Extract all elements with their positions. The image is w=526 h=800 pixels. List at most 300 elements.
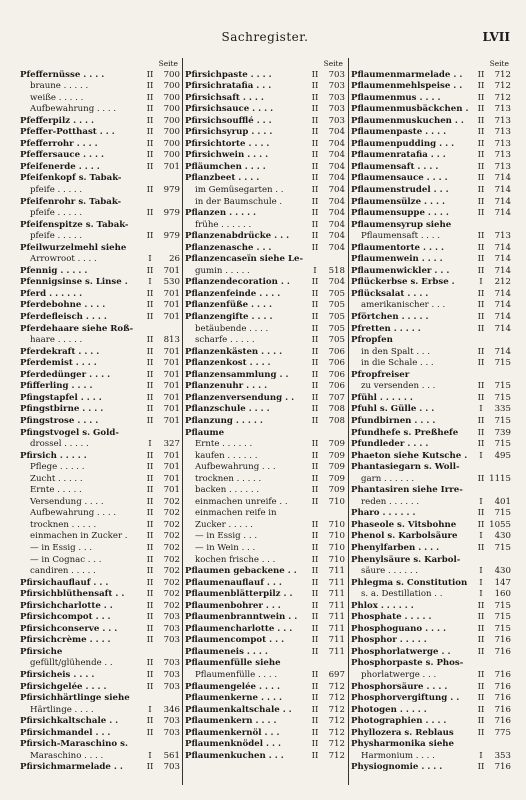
index-entry xyxy=(185,485,345,497)
index-entry xyxy=(20,289,180,301)
entry-term: Pflanzen . . . . . xyxy=(185,208,257,219)
entry-volume xyxy=(144,739,156,751)
entry-page: 714 xyxy=(494,300,511,311)
index-entry xyxy=(351,116,511,128)
index-entry xyxy=(185,254,345,266)
entry-volume: II xyxy=(477,231,485,242)
entry-page: 705 xyxy=(328,312,345,323)
entry-page: 495 xyxy=(494,450,511,461)
entry-term: Pflaumenfülle . . . . xyxy=(195,669,278,680)
entry-page: 714 xyxy=(494,196,511,207)
entry-volume: II xyxy=(146,658,154,669)
entry-page: 712 xyxy=(494,92,511,103)
entry-term: s. a. Destillation . . xyxy=(361,589,443,600)
index-entry xyxy=(20,93,180,105)
entry-page: 700 xyxy=(163,69,180,80)
entry-term: Pflanzenkästen . . . . xyxy=(185,346,283,357)
entry-volume: II xyxy=(311,681,319,692)
index-entry xyxy=(185,751,345,763)
entry-volume: II xyxy=(477,704,485,715)
entry-term: Pfühl . . . . . . xyxy=(351,392,413,403)
entry-volume: II xyxy=(477,623,485,634)
entry-page: 704 xyxy=(328,161,345,172)
entry-volume xyxy=(144,693,156,705)
entry-volume: II xyxy=(477,681,485,692)
entry-volume: II xyxy=(311,115,319,126)
index-entry xyxy=(185,381,345,393)
entry-volume: II xyxy=(146,369,154,380)
entry-term: Arrowroot . . . . xyxy=(30,254,97,265)
index-entry xyxy=(20,543,180,555)
entry-volume: II xyxy=(477,600,485,611)
entry-volume: II xyxy=(477,92,485,103)
entry-page: 712 xyxy=(328,681,345,692)
entry-term: Pfeffersauce . . . . xyxy=(20,150,104,161)
entry-volume: II xyxy=(311,312,319,323)
index-entry xyxy=(20,474,180,486)
entry-page: 714 xyxy=(494,242,511,253)
index-entry xyxy=(20,728,180,740)
entry-term: in die Schale . . . xyxy=(361,358,434,369)
entry-volume: I xyxy=(479,404,483,415)
entry-volume: II xyxy=(477,161,485,172)
index-entry xyxy=(185,520,345,532)
index-entry xyxy=(185,197,345,209)
entry-page: 709 xyxy=(328,485,345,496)
entry-page: 1055 xyxy=(489,519,511,530)
entry-term: Pflaumenauflauf . . . xyxy=(185,577,282,588)
entry-term: Pferdemist . . . . xyxy=(20,358,97,369)
entry-page: 703 xyxy=(328,92,345,103)
entry-volume: II xyxy=(146,161,154,172)
entry-volume: II xyxy=(477,312,485,323)
entry-volume: II xyxy=(146,335,154,346)
index-column-1 xyxy=(20,58,180,774)
index-entry xyxy=(351,393,511,405)
entry-volume: II xyxy=(146,577,154,588)
entry-page: 704 xyxy=(328,138,345,149)
index-entry xyxy=(185,243,345,255)
entry-volume: II xyxy=(311,161,319,172)
index-entry xyxy=(185,220,345,232)
entry-page: 713 xyxy=(494,115,511,126)
entry-term: Pflaumenblätterpilz . . xyxy=(185,589,293,600)
entry-volume: II xyxy=(477,508,485,519)
entry-volume: II xyxy=(146,288,154,299)
entry-volume: II xyxy=(311,589,319,600)
entry-page: 704 xyxy=(328,196,345,207)
entry-page: 712 xyxy=(328,693,345,704)
entry-term: Pfennigsinse s. Linse . xyxy=(20,277,128,288)
entry-page: 714 xyxy=(494,323,511,334)
entry-term: einmachen reife in xyxy=(195,508,277,519)
index-entry xyxy=(20,601,180,613)
entry-term: — in Cognac . . . xyxy=(30,554,102,565)
index-entry xyxy=(185,508,345,520)
entry-page: 703 xyxy=(328,69,345,80)
entry-volume xyxy=(309,658,321,670)
entry-page: 701 xyxy=(163,392,180,403)
index-entry xyxy=(20,531,180,543)
entry-term: Phantasiegarn s. Woll- xyxy=(351,462,460,473)
entry-term: Pfirsichsauce . . . . xyxy=(185,104,274,115)
entry-term: Pflanzenkost . . . . xyxy=(185,358,271,369)
entry-page xyxy=(156,197,180,209)
index-entry xyxy=(20,231,180,243)
entry-term: Pflaumenpudding . . . xyxy=(351,138,455,149)
entry-page: 26 xyxy=(169,254,180,265)
index-entry xyxy=(351,705,511,717)
entry-term: Pfropfreiser xyxy=(351,369,410,380)
index-entry xyxy=(351,266,511,278)
entry-volume: I xyxy=(479,277,483,288)
entry-term: Pflücksalat . . . . xyxy=(351,288,429,299)
entry-page: 702 xyxy=(163,554,180,565)
entry-term: Phosphorsäure . . . . xyxy=(351,681,448,692)
index-entry xyxy=(351,531,511,543)
index-entry xyxy=(351,462,511,474)
entry-page: 739 xyxy=(494,427,511,438)
entry-page: 714 xyxy=(494,254,511,265)
entry-term: Pfirsichpaste . . . . xyxy=(185,69,272,80)
index-entry xyxy=(351,243,511,255)
index-entry xyxy=(351,728,511,740)
entry-term: Phenylsäure s. Karbol- xyxy=(351,554,461,565)
index-entry xyxy=(351,127,511,139)
entry-volume: II xyxy=(477,208,485,219)
entry-volume: II xyxy=(146,185,154,196)
index-entry xyxy=(351,93,511,105)
entry-volume xyxy=(144,220,156,232)
index-entry xyxy=(20,300,180,312)
entry-volume: II xyxy=(146,381,154,392)
entry-term: Pfirsichwein . . . . xyxy=(185,150,269,161)
entry-volume: II xyxy=(146,138,154,149)
entry-volume: II xyxy=(311,173,319,184)
entry-page: 979 xyxy=(163,208,180,219)
entry-volume: II xyxy=(477,693,485,704)
entry-term: in der Baumschule . xyxy=(195,196,283,207)
entry-term: Pflaumenknödel . . . xyxy=(185,739,281,750)
index-entry xyxy=(351,358,511,370)
entry-volume xyxy=(144,243,156,255)
entry-term: Pfirsichtorte . . . . xyxy=(185,138,270,149)
index-entry xyxy=(185,127,345,139)
entry-volume: II xyxy=(146,115,154,126)
index-entry xyxy=(20,428,180,440)
entry-volume: II xyxy=(146,231,154,242)
index-entry xyxy=(185,104,345,116)
entry-term: pfeife . . . . . xyxy=(30,185,83,196)
index-entry xyxy=(351,335,511,347)
entry-term: — in Essig . . . xyxy=(30,542,93,553)
entry-volume: I xyxy=(148,254,152,265)
entry-volume: II xyxy=(477,323,485,334)
entry-page: 530 xyxy=(163,277,180,288)
entry-term: Physiognomie . . . . xyxy=(351,762,443,773)
index-entry xyxy=(20,555,180,567)
entry-page: 709 xyxy=(328,462,345,473)
entry-term: Pflanzenversendung . . xyxy=(185,392,295,403)
entry-page: 716 xyxy=(494,635,511,646)
index-entry xyxy=(20,312,180,324)
entry-term: Pfingstbirne . . . . xyxy=(20,404,104,415)
index-entry xyxy=(351,682,511,694)
entry-page: 712 xyxy=(494,69,511,80)
entry-volume xyxy=(475,555,487,567)
entry-term: Pfennig . . . . . xyxy=(20,265,88,276)
entry-volume: II xyxy=(311,69,319,80)
index-entry xyxy=(20,739,180,751)
entry-page: 701 xyxy=(163,404,180,415)
entry-page xyxy=(487,555,511,567)
entry-page: 715 xyxy=(494,508,511,519)
entry-term: Phlox . . . . . . xyxy=(351,600,414,611)
index-entry xyxy=(185,658,345,670)
entry-volume: II xyxy=(311,300,319,311)
entry-page: 712 xyxy=(494,81,511,92)
index-entry xyxy=(351,751,511,763)
index-entry xyxy=(185,289,345,301)
entry-page: 704 xyxy=(328,219,345,230)
entry-page xyxy=(487,485,511,497)
entry-volume: II xyxy=(311,104,319,115)
entry-term: Phantasiren siehe Irre- xyxy=(351,485,463,496)
entry-page: 711 xyxy=(328,600,345,611)
index-entry xyxy=(185,70,345,82)
entry-page xyxy=(156,693,180,705)
index-entry xyxy=(351,220,511,232)
entry-volume: II xyxy=(477,288,485,299)
entry-term: Pflanzenfüße . . . . xyxy=(185,300,272,311)
entry-page: 713 xyxy=(494,161,511,172)
entry-page: 697 xyxy=(328,669,345,680)
entry-term: pfeife . . . . . xyxy=(30,231,83,242)
entry-term: Pflaumenmusbäckchen . xyxy=(351,104,469,115)
entry-term: Pflaumen gebackene . . xyxy=(185,566,297,577)
entry-page: 710 xyxy=(328,519,345,530)
entry-page: 701 xyxy=(163,450,180,461)
entry-term: Pflanzung . . . . . xyxy=(185,415,263,426)
entry-term: Pflaumensülze . . . . xyxy=(351,196,445,207)
entry-volume: II xyxy=(311,185,319,196)
entry-volume: II xyxy=(477,669,485,680)
entry-volume: II xyxy=(311,415,319,426)
entry-volume: II xyxy=(311,242,319,253)
entry-volume: II xyxy=(146,69,154,80)
entry-volume: II xyxy=(146,542,154,553)
entry-term: säure . . . . . . xyxy=(361,566,419,577)
entry-page: 714 xyxy=(494,185,511,196)
index-entry xyxy=(20,416,180,428)
entry-term: Pflaumenkernöl . . . xyxy=(185,727,280,738)
seite-label: Seite xyxy=(489,59,509,68)
index-entry xyxy=(20,751,180,763)
entry-page: 714 xyxy=(494,346,511,357)
entry-page: 715 xyxy=(494,392,511,403)
entry-term: Pfirsich . . . . . xyxy=(20,450,87,461)
index-entry xyxy=(20,185,180,197)
index-entry xyxy=(351,81,511,93)
entry-page: 716 xyxy=(494,716,511,727)
entry-volume: II xyxy=(311,127,319,138)
entry-volume: II xyxy=(146,485,154,496)
index-entry xyxy=(20,358,180,370)
entry-term: Pflaumensauce . . . . xyxy=(351,173,448,184)
entry-page xyxy=(321,658,345,670)
entry-volume: I xyxy=(479,496,483,507)
index-entry xyxy=(351,289,511,301)
entry-term: kochen frische . . . xyxy=(195,554,276,565)
entry-page: 702 xyxy=(163,589,180,600)
entry-page: 701 xyxy=(163,312,180,323)
entry-term: reden . . . . . . xyxy=(361,496,420,507)
entry-page: 715 xyxy=(494,612,511,623)
index-entry xyxy=(20,635,180,647)
column-divider xyxy=(348,58,349,785)
entry-term: Pferdedünger . . . . xyxy=(20,369,111,380)
entry-volume: II xyxy=(311,554,319,565)
entry-term: Pfirsicheis . . . . xyxy=(20,669,95,680)
index-entry xyxy=(351,566,511,578)
entry-page: 702 xyxy=(163,577,180,588)
entry-term: Versendung . . . . xyxy=(30,496,104,507)
entry-term: Pferd . . . . . . xyxy=(20,288,83,299)
index-column-3 xyxy=(351,58,511,774)
entry-term: Phosphorpaste s. Phos- xyxy=(351,658,464,669)
index-entry xyxy=(351,693,511,705)
entry-term: Pflaumenmarmelade . . xyxy=(351,69,463,80)
entry-term: Pflaumenkaltschale . . xyxy=(185,704,292,715)
entry-term: Ernte . . . . . xyxy=(30,485,82,496)
index-entry xyxy=(185,670,345,682)
entry-volume: II xyxy=(477,185,485,196)
entry-page xyxy=(321,508,345,520)
index-entry xyxy=(185,578,345,590)
index-entry xyxy=(351,197,511,209)
index-entry xyxy=(185,601,345,613)
entry-page xyxy=(487,370,511,382)
entry-volume xyxy=(475,220,487,232)
entry-term: Pfirsichcrème . . . . xyxy=(20,635,111,646)
entry-volume: II xyxy=(311,450,319,461)
entry-page: 704 xyxy=(328,150,345,161)
entry-term: Phosphorlatwerge . . xyxy=(351,646,451,657)
entry-term: Pfeffernüsse . . . . xyxy=(20,69,105,80)
entry-page: 716 xyxy=(494,669,511,680)
entry-volume: I xyxy=(479,750,483,761)
entry-page: 401 xyxy=(494,496,511,507)
entry-volume xyxy=(475,485,487,497)
entry-volume: II xyxy=(477,646,485,657)
entry-page: 709 xyxy=(328,450,345,461)
entry-volume: II xyxy=(311,150,319,161)
index-entry xyxy=(351,612,511,624)
entry-volume: II xyxy=(311,566,319,577)
index-entry xyxy=(185,208,345,220)
entry-volume: II xyxy=(311,669,319,680)
entry-volume: II xyxy=(311,693,319,704)
entry-volume: II xyxy=(311,635,319,646)
entry-volume: II xyxy=(311,92,319,103)
index-entry xyxy=(20,381,180,393)
entry-term: Pflaumenbohrer . . . xyxy=(185,600,281,611)
entry-volume: II xyxy=(477,81,485,92)
entry-page: 701 xyxy=(163,415,180,426)
index-entry xyxy=(351,670,511,682)
index-entry xyxy=(185,416,345,428)
index-entry xyxy=(351,658,511,670)
entry-page: 713 xyxy=(494,231,511,242)
entry-term: Pfirsichconserve . . . xyxy=(20,623,118,634)
seite-label: Seite xyxy=(323,59,343,68)
entry-page: 430 xyxy=(494,566,511,577)
index-entry xyxy=(185,404,345,416)
entry-term: Pfingstvogel s. Gold- xyxy=(20,427,119,438)
entry-volume: II xyxy=(146,496,154,507)
entry-term: amerikanischer . . . xyxy=(361,300,446,311)
entry-term: Pfirsichblüthensaft . . xyxy=(20,589,125,600)
index-entry xyxy=(20,520,180,532)
entry-term: Pfirsichgelée . . . . xyxy=(20,681,107,692)
entry-term: Pflaumenwein . . . . xyxy=(351,254,443,265)
entry-page: 714 xyxy=(494,288,511,299)
entry-term: Phaeton siehe Kutsche . xyxy=(351,450,468,461)
index-entry xyxy=(351,474,511,486)
entry-term: Pflaumenmehlspeise . . xyxy=(351,81,463,92)
entry-volume: II xyxy=(477,358,485,369)
entry-term: Pfeifenrohr s. Tabak- xyxy=(20,196,122,207)
entry-term: Phyllozera s. Reblaus xyxy=(351,727,454,738)
entry-term: Aufbewahrung . . . . xyxy=(30,104,117,115)
entry-volume: II xyxy=(146,300,154,311)
entry-page: 700 xyxy=(163,92,180,103)
entry-term: backen . . . . . . xyxy=(195,485,260,496)
entry-term: weiße . . . . . xyxy=(30,92,84,103)
index-entry xyxy=(185,312,345,324)
entry-page: 711 xyxy=(328,612,345,623)
entry-volume: II xyxy=(146,566,154,577)
index-entry xyxy=(20,335,180,347)
entry-page: 712 xyxy=(328,750,345,761)
entry-term: Pfirsichhärtlinge siehe xyxy=(20,693,130,704)
entry-term: Pfirsichmarmelade . . xyxy=(20,762,123,773)
entry-volume: II xyxy=(311,542,319,553)
index-entry xyxy=(185,728,345,740)
entry-volume: II xyxy=(311,496,319,507)
page-title: Sachregister. xyxy=(221,30,309,44)
index-entry xyxy=(20,612,180,624)
entry-volume: II xyxy=(477,196,485,207)
entry-term: braune . . . . . xyxy=(30,81,89,92)
entry-page: 700 xyxy=(163,127,180,138)
index-entry xyxy=(351,404,511,416)
index-entry xyxy=(351,173,511,185)
entry-page xyxy=(321,254,345,266)
entry-term: Aufbewahrung . . . xyxy=(195,462,276,473)
entry-term: Pflaumenmuskuchen . . xyxy=(351,115,464,126)
entry-term: haare . . . . . xyxy=(30,335,83,346)
index-entry xyxy=(20,578,180,590)
entry-page: 701 xyxy=(163,161,180,172)
index-entry xyxy=(351,762,511,774)
entry-term: Pfefferrohr . . . . xyxy=(20,138,98,149)
index-entry xyxy=(351,139,511,151)
entry-term: Photogen . . . . . xyxy=(351,704,427,715)
entry-term: pfeife . . . . . xyxy=(30,208,83,219)
index-entry xyxy=(20,404,180,416)
entry-page: 716 xyxy=(494,762,511,773)
